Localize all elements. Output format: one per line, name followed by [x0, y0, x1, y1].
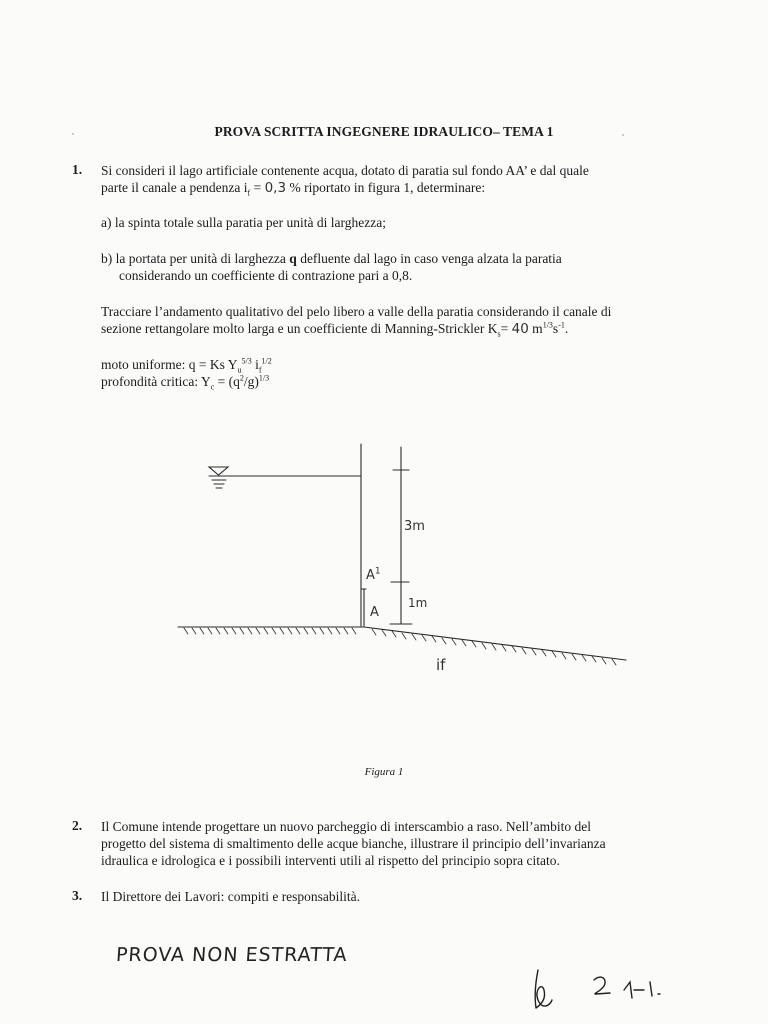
ground-hatching	[184, 628, 356, 634]
ground-hatching	[372, 629, 616, 665]
figure-caption: Figura 1	[364, 766, 404, 778]
q3-number: 3.	[72, 888, 83, 903]
label-slope-if: if	[436, 656, 446, 674]
q1-number: 1.	[72, 162, 83, 177]
label-a-prime: $A^1$	[366, 566, 381, 583]
q1-line2: parte il canale a pendenza $i_f = 0,3$ % riportato in figura 1, determinare:	[101, 180, 486, 198]
channel-bed	[364, 627, 626, 660]
water-level-symbol	[209, 467, 228, 475]
q1-item-b-line1: b) la portata per unità di larghezza q defluente dal lago in caso venga alzata la paratia	[101, 251, 562, 266]
q2-line1: Il Comune intende progettare un nuovo parcheggio di interscambio a raso. Nell’ambito del	[101, 819, 591, 834]
q2-number: 2.	[72, 818, 83, 833]
q1-line1: Si consideri il lago artificiale contenente acqua, dotato di paratia sul fondo AA’ e dal quale	[101, 163, 589, 178]
ks-value: 40	[511, 321, 529, 337]
q3-text: Il Direttore dei Lavori: compiti e responsabilità.	[101, 889, 361, 904]
dimension-label-1m: 1m	[408, 596, 428, 610]
q1-trace-line2: sezione rettangolare molto larga e un coefficiente di Manning-Strickler $K_s= 40$ $m^{1/3}s^{-1}$.	[101, 320, 569, 339]
q2-text	[101, 818, 697, 869]
formula-critical-depth: profondità critica: $Y_c = (q^2/g)^{1/3}$	[101, 373, 270, 392]
slope-value: 0,3	[264, 180, 287, 196]
q1-trace-line1: Tracciare l’andamento qualitativo del pelo libero a valle della paratia considerando il canale di	[101, 304, 612, 319]
q1-item-b-line2: considerando un coefficiente di contrazione pari a 0,8.	[119, 268, 413, 283]
q2-line2: progetto del sistema di smaltimento delle acque bianche, illustrare il principio dell’invarianza	[101, 836, 606, 851]
dimension-label-3m: 3m	[404, 519, 425, 534]
document-title: PROVA SCRITTA INGEGNERE IDRAULICO– TEMA 1	[214, 124, 554, 139]
handwritten-note: PROVA NON ESTRATTA	[115, 944, 349, 966]
signature-scribble	[520, 960, 720, 1024]
q2-line3: idraulica e idrologica e i possibili interventi utili al rispetto del principio sopra citato.	[101, 853, 560, 868]
label-a: A	[370, 605, 379, 620]
formula-uniform-flow: moto uniforme: q = Ks $Y_u^{5/3}$ $i_f^{1/2}$	[101, 356, 272, 375]
q1-item-a: a) la spinta totale sulla paratia per unità di larghezza;	[101, 215, 387, 230]
